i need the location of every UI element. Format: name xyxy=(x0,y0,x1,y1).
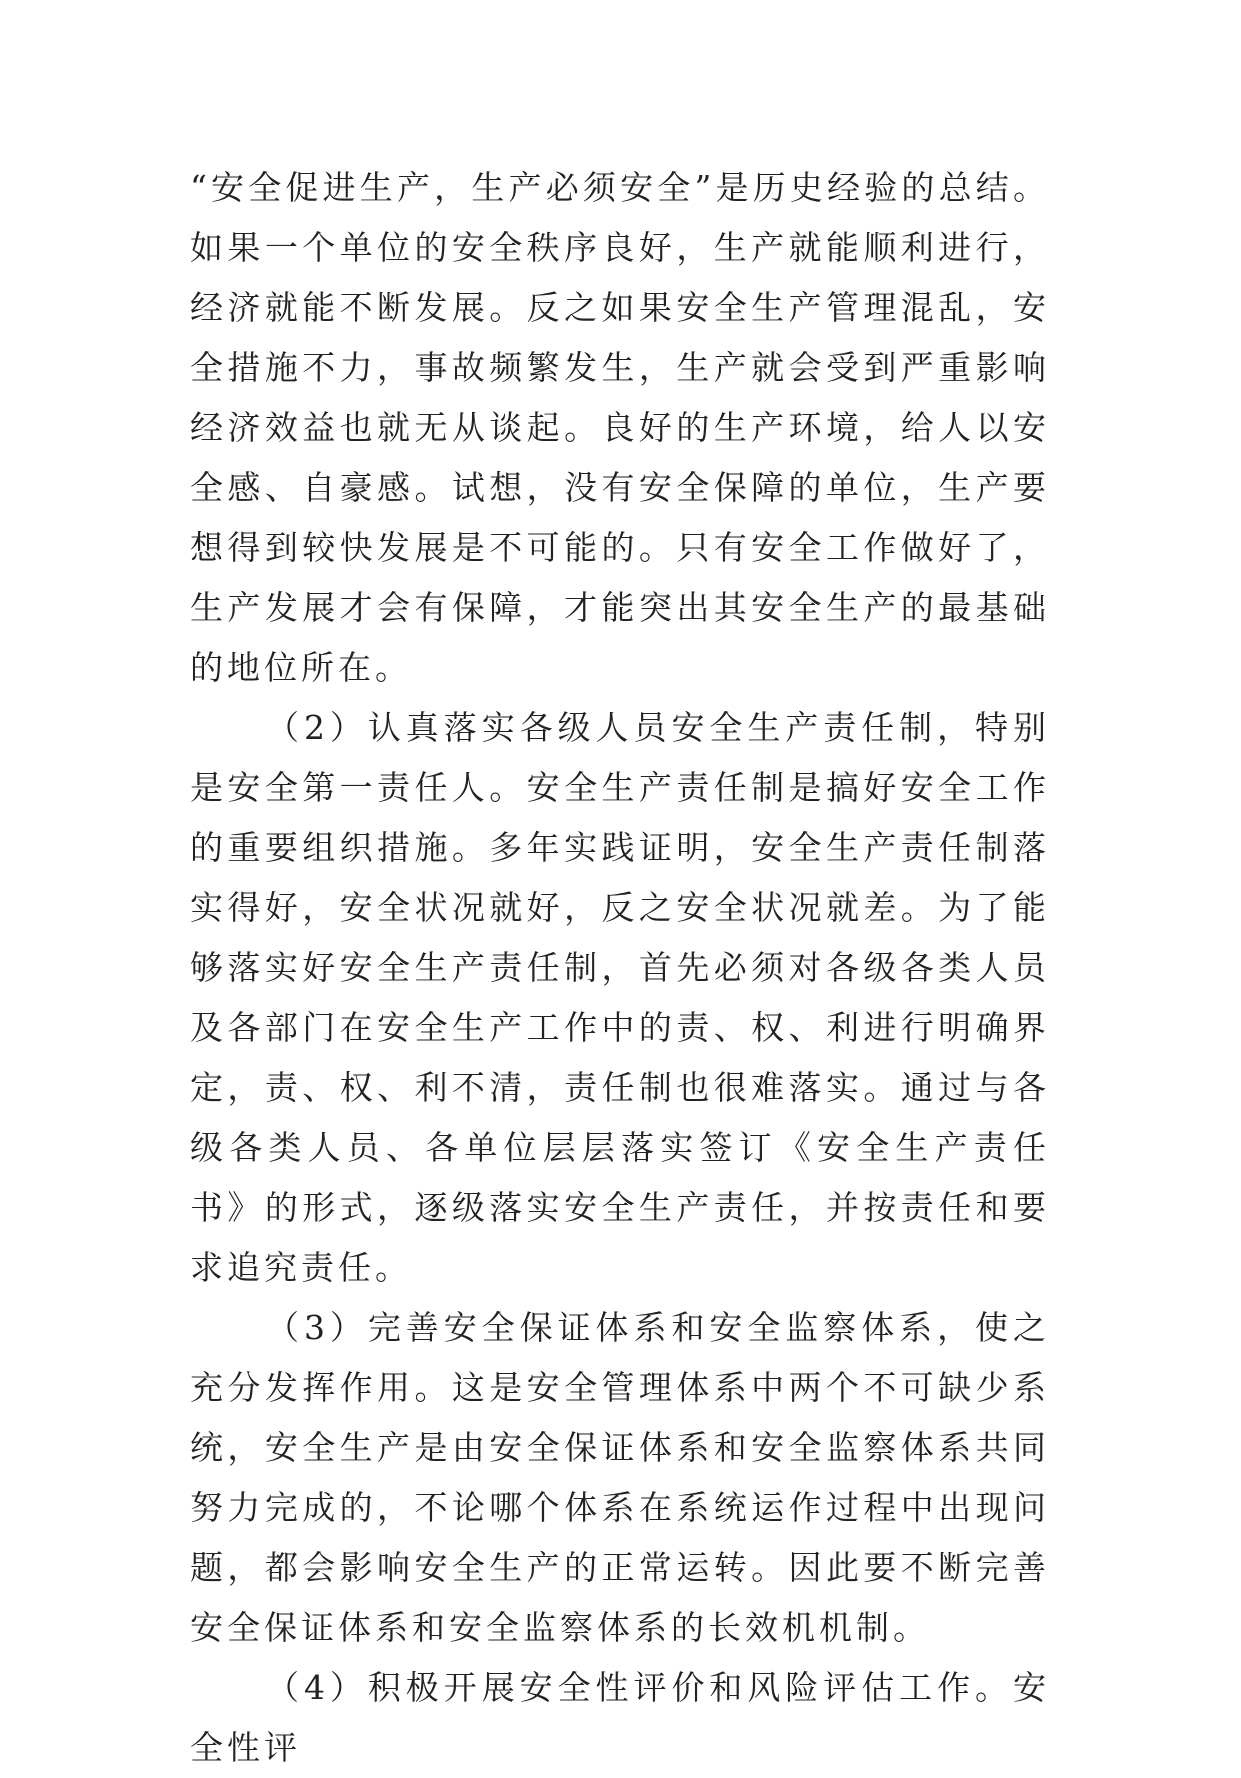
paragraph-safety-production: “安全促进生产，生产必须安全”是历史经验的总结。如果一个单位的安全秩序良好，生产就能顺利进行，经济就能不断发展。反之如果安全生产管理混乱，安全措施不力，事故频繁发生，生产就会受到严重影响经济效益也就无从谈起。良好的生产环境，给人以安全感、自豪感。试想，没有安全保障的单位，生产要想得到较快发展是不可能的。只有安全工作做好了，生产发展才会有保障，才能突出其安全生产的最基础的地位所在。 xyxy=(190,168,1050,687)
paragraph-responsibility-system: （2）认真落实各级人员安全生产责任制，特别是安全第一责任人。安全生产责任制是搞好安全工作的重要组织措施。多年实践证明，安全生产责任制落实得好，安全状况就好，反之安全状况就差。为了能够落实好安全生产责任制，首先必须对各级各类人员及各部门在安全生产工作中的责、权、利进行明确界定，责、权、利不清，责任制也很难落实。通过与各级各类人员、各单位层层落实签订《安全生产责任书》的形式，逐级落实安全生产责任，并按责任和要求追究责任。 xyxy=(190,708,1050,1287)
paragraph-safety-evaluation: （4）积极开展安全性评价和风险评估工作。安全性评 xyxy=(190,1668,1050,1767)
document-body xyxy=(190,158,1050,1778)
paragraph-assurance-supervision: （3）完善安全保证体系和安全监察体系，使之充分发挥作用。这是安全管理体系中两个不可缺少系统，安全生产是由安全保证体系和安全监察体系共同努力完成的，不论哪个体系在系统运作过程中出现问题，都会影响安全生产的正常运转。因此要不断完善安全保证体系和安全监察体系的长效机机制。 xyxy=(190,1308,1050,1647)
